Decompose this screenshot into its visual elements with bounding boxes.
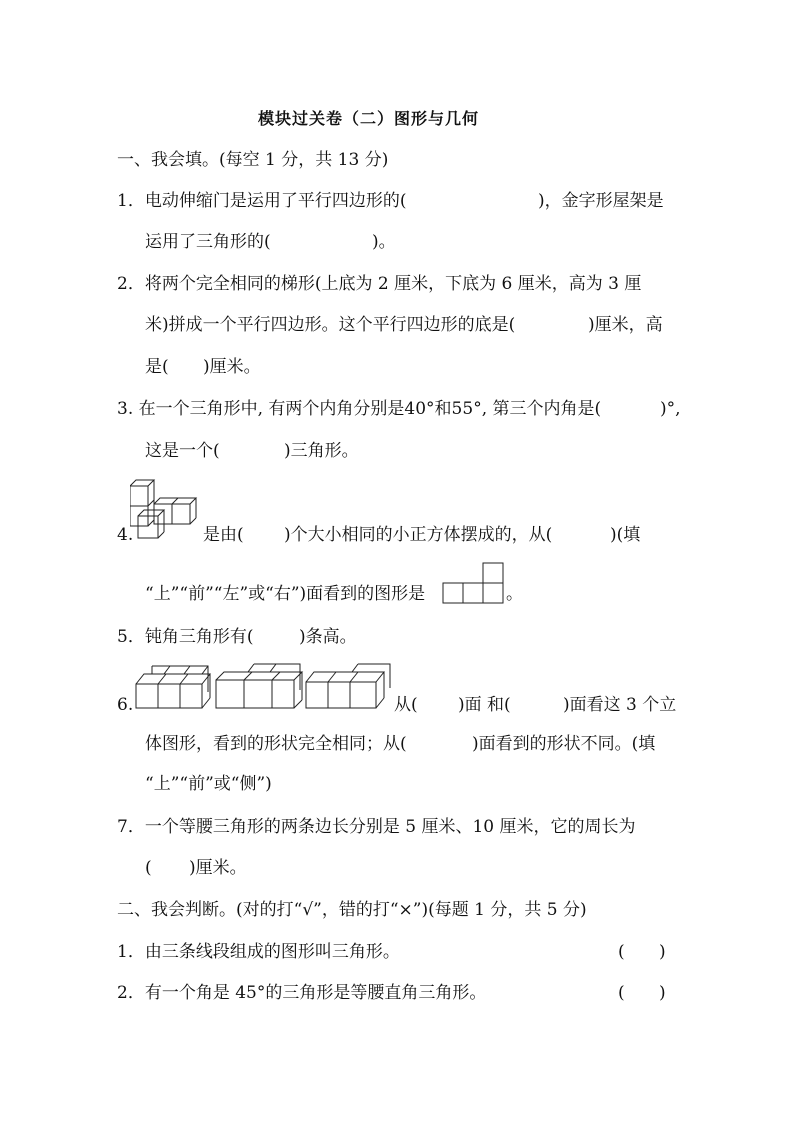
judge-q1-text: 1．由三条线段组成的图形叫三角形。	[117, 942, 400, 962]
q6-number: 6.	[117, 695, 134, 715]
judge-q1-paren-close: )	[659, 942, 666, 962]
q3-text-a: 3. 在一个三角形中, 有两个内角分别是40°和55°, 第三个内角是(	[117, 399, 602, 419]
q6-text-a: 从(	[394, 695, 418, 715]
q2-line-3b: )厘米。	[203, 357, 261, 377]
q4-text-b: )个大小相同的小正方体摆成的，从(	[284, 525, 553, 545]
q2-line-1: 2．将两个完全相同的梯形(上底为 2 厘米，下底为 6 厘米，高为 3 厘	[117, 274, 642, 294]
q6-text-d: 体图形，看到的形状完全相同；从(	[145, 734, 407, 754]
page-title: 模块过关卷（二）图形与几何	[258, 109, 480, 128]
solids-figure	[128, 660, 394, 716]
q1-text-a: 1．电动伸缩门是运用了平行四边形的(	[117, 191, 407, 211]
q6-text-c: )面看这 3 个立	[563, 695, 677, 715]
section-2-heading: 二、我会判断。(对的打“√”，错的打“×”)(每题 1 分，共 5 分)	[117, 900, 587, 920]
q1-text-d: )。	[372, 232, 396, 252]
judge-q2-paren-close: )	[659, 983, 666, 1003]
q7-line-2b: )厘米。	[189, 858, 247, 878]
q1-text-c: 运用了三角形的(	[145, 232, 271, 252]
q1-text-b: )，金字形屋架是	[538, 191, 664, 211]
q4-number: 4.	[117, 525, 134, 545]
q4-text-e: 。	[506, 584, 523, 604]
q7-line-1: 7．一个等腰三角形的两条边长分别是 5 厘米、10 厘米，它的周长为	[117, 817, 636, 837]
section-1-heading: 一、我会填。(每空 1 分，共 13 分)	[117, 150, 389, 170]
q7-paren-open: (	[145, 858, 152, 878]
q3-text-b: )°,	[660, 399, 681, 419]
judge-q1-paren-open: (	[618, 942, 625, 962]
q4-text-c: )(填	[610, 525, 641, 545]
judge-q2-text: 2．有一个角是 45°的三角形是等腰直角三角形。	[117, 983, 487, 1003]
q5-text-b: )条高。	[299, 627, 357, 647]
cube-arrangement-figure	[130, 476, 202, 540]
q3-text-d: )三角形。	[284, 441, 359, 461]
q4-text-a: 是由(	[203, 525, 244, 545]
q6-text-f: “上”“前”或“侧”)	[145, 774, 272, 794]
q2-line-3a: 是(	[145, 357, 169, 377]
q6-text-b: )面 和(	[458, 695, 511, 715]
q3-text-c: 这是一个(	[145, 441, 220, 461]
q6-text-e: )面看到的形状不同。(填	[472, 734, 656, 754]
judge-q2-paren-open: (	[618, 983, 625, 1003]
view-shape-figure	[442, 561, 506, 605]
q5-text-a: 5．钝角三角形有(	[117, 627, 254, 647]
q4-text-d: “上”“前”“左”或“右”)面看到的图形是	[145, 584, 426, 604]
q2-line-2a: 米)拼成一个平行四边形。这个平行四边形的底是(	[145, 315, 516, 335]
q2-line-2b: )厘米，高	[588, 315, 663, 335]
